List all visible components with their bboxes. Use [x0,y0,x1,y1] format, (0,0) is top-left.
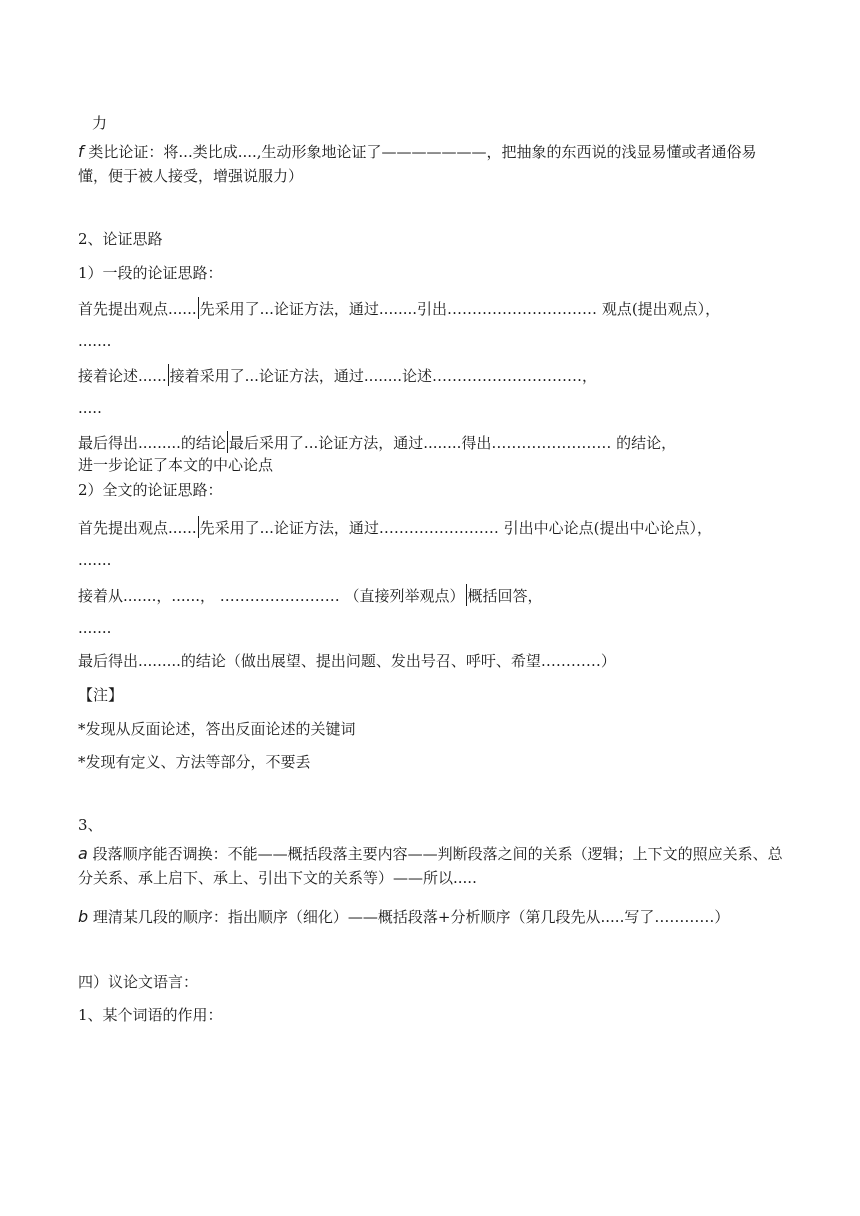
text-line: 首先提出观点...... 先采用了...论证方法，通过…………………… 引出中心论点(提出中心论点）， [78,516,712,538]
text-line: 最后得出.........的结论 最后采用了...论证方法，通过........得出…………………… 的结论， [78,431,676,453]
divider-bar [168,364,169,386]
item-letter: f [78,142,84,161]
text-line: ....... [78,551,112,569]
text-line: ....... [78,619,112,637]
text-line: 力 [92,114,108,132]
note-item: *发现从反面论述，答出反面论述的关键词 [78,720,356,738]
text-paragraph: f 类比论证：将...类比成....,生动形象地论证了———————，把抽象的东西说的浅显易懂或者通俗易懂，便于被人接受，增强说服力） [78,142,757,185]
text-paragraph: a 段落顺序能否调换：不能——概括段落主要内容——判断段落之间的关系（逻辑；上下文的照应关系、总分关系、承上启下、承上、引出下文的关系等）——所以..... [78,844,783,887]
text-line: b 理清某几段的顺序：指出顺序（细化）——概括段落+分析顺序（第几段先从.....写了…………） [78,907,730,926]
text-line: 最后得出.........的结论（做出展望、提出问题、发出号召、呼吁、希望…………） [78,652,616,670]
section-heading: 2、论证思路 [78,230,163,248]
text-line: 首先提出观点...... 先采用了...论证方法，通过........引出………………………… 观点(提出观点）， [78,297,720,319]
text-line: ....... [78,332,112,350]
section-heading: 四）议论文语言： [78,973,199,991]
item-letter: a [78,844,88,863]
sub-heading: 1）一段的论证思路： [78,264,223,282]
divider-bar [227,431,228,453]
divider-bar [198,516,199,538]
item-letter: b [78,907,89,926]
text-line: ..... [78,399,102,417]
divider-bar [466,584,467,606]
sub-heading: 2）全文的论证思路： [78,481,223,499]
text-line: 进一步论证了本文的中心论点 [78,456,274,474]
divider-bar [198,297,199,319]
sub-heading: 1、某个词语的作用： [78,1006,223,1024]
note-heading: 【注】 [78,686,124,704]
section-heading: 3、 [78,816,103,834]
note-item: *发现有定义、方法等部分，不要丢 [78,753,311,771]
text-line: 接着从.......，......， …………………… （直接列举观点） 概括回答， [78,584,543,606]
text-line: 接着论述...... 接着采用了...论证方法，通过........论述…………………………， [78,364,597,386]
